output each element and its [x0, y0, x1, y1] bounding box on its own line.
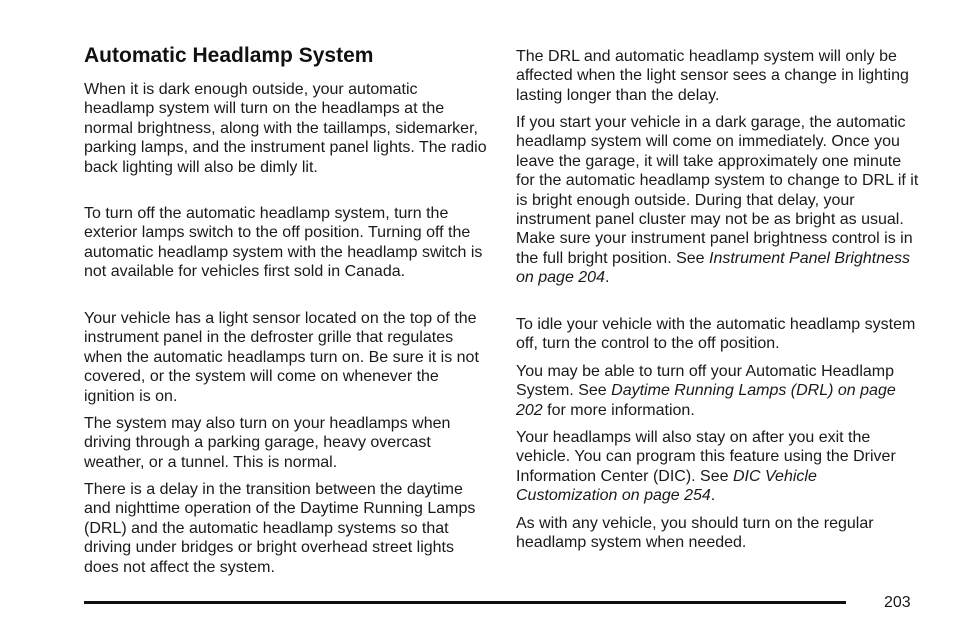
paragraph-dark-garage: [516, 113, 922, 288]
paragraph-parking-garage: The system may also turn on your headlamps when driving through a parking garage, heavy overcast weather, or a tunnel. This is normal.: [84, 415, 451, 471]
dark-garage-text: If you start your vehicle in a dark garage, the automatic headlamp system will come on immediately. Once you leave the garage, it will take approximately one minute for the automatic headlamp system to change to DRL if it is bright enough outside. During that delay, your instrument panel cluster may not be as bright as usual. Make sure your instrument panel brightness control is in the full bright position. See: [516, 114, 919, 267]
paragraph-exit-delay: [516, 428, 922, 506]
paragraph-turn-off-automatic: [516, 362, 922, 420]
paragraph-idle-vehicle: To idle your vehicle with the automatic headlamp system off, turn the control to the off position.: [516, 316, 916, 353]
paragraph-turn-off: To turn off the automatic headlamp system, turn the exterior lamps switch to the off position. Turning off the automatic headlamp system with the headlamp switch is not available for vehicles first sold in Canada.: [84, 205, 483, 281]
paragraph-light-sensor: Your vehicle has a light sensor located on the top of the instrument panel in the defroster grille that regulates when the automatic headlamps turn on. Be sure it is not covered, or the system will come on whenever the ignition is on.: [84, 310, 479, 405]
dark-garage-end: .: [604, 269, 610, 287]
turn-off-automatic-text: You may be able to turn off your Automatic Headlamp System. See: [516, 363, 895, 400]
paragraph-drl-delay: The DRL and automatic headlamp system will only be affected when the light sensor sees a change in lighting lasting longer than the delay.: [516, 48, 909, 104]
footer-rule: [84, 601, 846, 604]
paragraph-transition-delay: There is a delay in the transition between the daytime and nighttime operation of the Daytime Running Lamps (DRL) and the automatic headlamp systems so that driving under bridges or bright overhead street lights does not affect the system.: [84, 481, 476, 576]
paragraph-dark-activation: When it is dark enough outside, your automatic headlamp system will turn on the headlamps at the normal brightness, along with the taillamps, sidemarker, parking lamps, and the instrument panel lights. The radio back lighting will also be dimly lit.: [84, 81, 487, 176]
dic-customization-reference[interactable]: DIC Vehicle Customization on page 254: [516, 467, 817, 505]
instrument-panel-brightness-reference[interactable]: Instrument Panel Brightness on page 204: [516, 249, 911, 287]
exit-delay-end: .: [710, 487, 716, 505]
paragraph-regular-headlamp: As with any vehicle, you should turn on the regular headlamp system when needed.: [516, 515, 874, 552]
exit-delay-text: Your headlamps will also stay on after you exit the vehicle. You can program this feature using the Driver Information Center (DIC). See: [516, 429, 896, 485]
page-number: 203: [884, 594, 911, 611]
page-title: Automatic Headlamp System: [84, 44, 374, 67]
turn-off-automatic-end: for more information.: [542, 401, 695, 419]
drl-reference[interactable]: Daytime Running Lamps (DRL) on page 202: [516, 382, 896, 419]
